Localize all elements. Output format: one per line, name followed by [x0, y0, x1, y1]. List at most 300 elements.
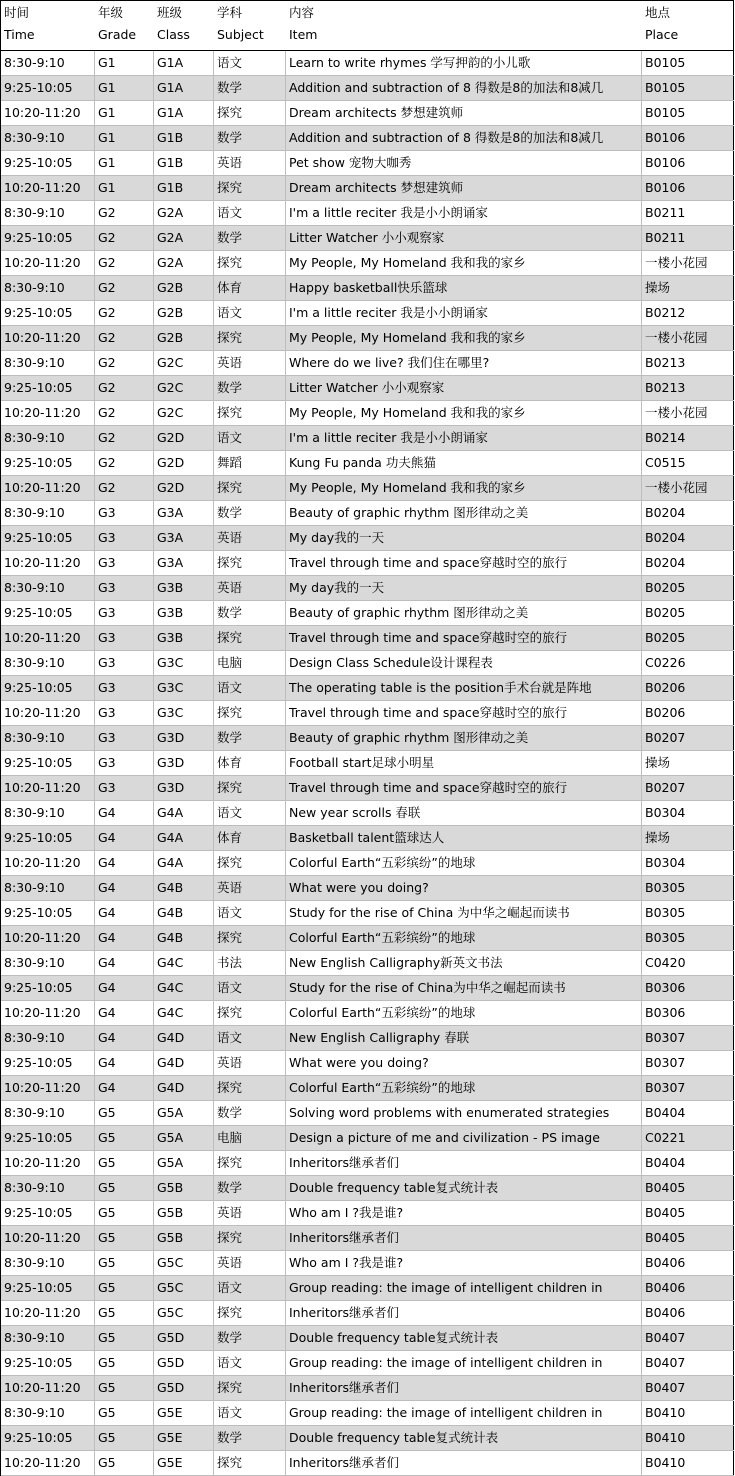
cell-grade: G4	[95, 1076, 154, 1100]
cell-grade: G5	[95, 1101, 154, 1125]
cell-grade: G5	[95, 1376, 154, 1400]
cell-item: Travel through time and space穿越时空的旅行	[286, 551, 642, 575]
cell-grade: G1	[95, 101, 154, 125]
cell-time: 8:30-9:10	[1, 576, 95, 600]
cell-grade: G5	[95, 1126, 154, 1150]
cell-place: B0204	[642, 501, 734, 525]
cell-item: Colorful Earth“五彩缤纷”的地球	[286, 926, 642, 950]
cell-item: Inheritors继承者们	[286, 1376, 642, 1400]
cell-grade: G5	[95, 1176, 154, 1200]
cell-item: Beauty of graphic rhythm 图形律动之美	[286, 501, 642, 525]
cell-grade: G4	[95, 1001, 154, 1025]
cell-place: B0204	[642, 551, 734, 575]
cell-time: 8:30-9:10	[1, 1101, 95, 1125]
cell-time: 9:25-10:05	[1, 751, 95, 775]
header-grade-cn: 年级	[98, 5, 124, 20]
cell-time: 10:20-11:20	[1, 626, 95, 650]
cell-grade: G4	[95, 876, 154, 900]
cell-subject: 电脑	[214, 1126, 286, 1150]
cell-subject: 数学	[214, 226, 286, 250]
cell-time: 10:20-11:20	[1, 1376, 95, 1400]
cell-grade: G1	[95, 176, 154, 200]
cell-class: G3A	[154, 526, 214, 550]
cell-item: Happy basketball快乐篮球	[286, 276, 642, 300]
cell-subject: 数学	[214, 126, 286, 150]
cell-grade: G1	[95, 126, 154, 150]
cell-item: My People, My Homeland 我和我的家乡	[286, 251, 642, 275]
cell-item: I'm a little reciter 我是小小朗诵家	[286, 301, 642, 325]
cell-subject: 探究	[214, 551, 286, 575]
cell-place: B0106	[642, 126, 734, 150]
cell-item: Study for the rise of China 为中华之崛起而读书	[286, 901, 642, 925]
cell-grade: G5	[95, 1226, 154, 1250]
cell-item: Kung Fu panda 功夫熊猫	[286, 451, 642, 475]
cell-grade: G4	[95, 1051, 154, 1075]
cell-grade: G2	[95, 376, 154, 400]
cell-subject: 探究	[214, 176, 286, 200]
cell-place: B0105	[642, 76, 734, 100]
cell-grade: G5	[95, 1301, 154, 1325]
table-row	[1, 1401, 734, 1426]
cell-time: 10:20-11:20	[1, 401, 95, 425]
cell-subject: 探究	[214, 776, 286, 800]
cell-time: 8:30-9:10	[1, 51, 95, 75]
table-row	[1, 976, 734, 1001]
header-time-cn: 时间	[4, 5, 30, 20]
cell-item: The operating table is the position手术台就是阵地	[286, 676, 642, 700]
cell-time: 8:30-9:10	[1, 501, 95, 525]
table-row	[1, 276, 734, 301]
cell-time: 9:25-10:05	[1, 451, 95, 475]
table-row	[1, 1351, 734, 1376]
cell-place: B0207	[642, 726, 734, 750]
cell-grade: G2	[95, 451, 154, 475]
cell-place: B0307	[642, 1076, 734, 1100]
table-row	[1, 576, 734, 601]
cell-grade: G3	[95, 651, 154, 675]
cell-place: B0406	[642, 1301, 734, 1325]
cell-item: I'm a little reciter 我是小小朗诵家	[286, 201, 642, 225]
cell-place: C0515	[642, 451, 734, 475]
cell-class: G2A	[154, 201, 214, 225]
cell-item: Addition and subtraction of 8 得数是8的加法和8减几	[286, 126, 642, 150]
cell-subject: 探究	[214, 1001, 286, 1025]
cell-place: B0105	[642, 101, 734, 125]
header-place-en: Place	[645, 27, 679, 42]
cell-class: G5C	[154, 1301, 214, 1325]
cell-place: B0410	[642, 1451, 734, 1475]
cell-grade: G2	[95, 301, 154, 325]
cell-time: 10:20-11:20	[1, 101, 95, 125]
table-row	[1, 1201, 734, 1226]
cell-subject: 探究	[214, 1451, 286, 1475]
cell-time: 9:25-10:05	[1, 676, 95, 700]
cell-grade: G3	[95, 551, 154, 575]
cell-item: What were you doing?	[286, 876, 642, 900]
cell-item: Double frequency table复式统计表	[286, 1426, 642, 1450]
cell-subject: 语文	[214, 901, 286, 925]
cell-subject: 语文	[214, 1026, 286, 1050]
cell-class: G5A	[154, 1151, 214, 1175]
cell-time: 8:30-9:10	[1, 426, 95, 450]
cell-subject: 探究	[214, 1226, 286, 1250]
cell-place: B0410	[642, 1401, 734, 1425]
table-row	[1, 426, 734, 451]
table-header-row	[1, 1, 734, 51]
cell-item: Group reading: the image of intelligent children in	[286, 1351, 642, 1375]
cell-time: 8:30-9:10	[1, 726, 95, 750]
cell-class: G3A	[154, 501, 214, 525]
cell-subject: 英语	[214, 351, 286, 375]
cell-time: 10:20-11:20	[1, 1076, 95, 1100]
cell-time: 9:25-10:05	[1, 901, 95, 925]
table-row	[1, 726, 734, 751]
cell-item: Learn to write rhymes 学写押韵的小儿歌	[286, 51, 642, 75]
cell-place: B0204	[642, 526, 734, 550]
cell-subject: 探究	[214, 326, 286, 350]
cell-class: G3C	[154, 676, 214, 700]
cell-time: 9:25-10:05	[1, 1276, 95, 1300]
cell-item: Litter Watcher 小小观察家	[286, 226, 642, 250]
table-row	[1, 1251, 734, 1276]
cell-place: B0106	[642, 176, 734, 200]
cell-class: G3A	[154, 551, 214, 575]
cell-place: 一楼小花园	[642, 476, 734, 500]
cell-place: B0205	[642, 601, 734, 625]
table-row	[1, 101, 734, 126]
table-row	[1, 1026, 734, 1051]
cell-time: 10:20-11:20	[1, 551, 95, 575]
cell-place: B0206	[642, 701, 734, 725]
cell-subject: 语文	[214, 1401, 286, 1425]
cell-place: B0211	[642, 226, 734, 250]
cell-subject: 探究	[214, 851, 286, 875]
table-row	[1, 826, 734, 851]
cell-item: I'm a little reciter 我是小小朗诵家	[286, 426, 642, 450]
cell-time: 9:25-10:05	[1, 1201, 95, 1225]
cell-item: Group reading: the image of intelligent children in	[286, 1276, 642, 1300]
cell-time: 10:20-11:20	[1, 1226, 95, 1250]
table-row	[1, 401, 734, 426]
table-row	[1, 901, 734, 926]
cell-place: 一楼小花园	[642, 251, 734, 275]
table-row	[1, 776, 734, 801]
cell-time: 8:30-9:10	[1, 651, 95, 675]
cell-class: G4B	[154, 901, 214, 925]
cell-item: Colorful Earth“五彩缤纷”的地球	[286, 1076, 642, 1100]
cell-place: B0211	[642, 201, 734, 225]
cell-class: G4C	[154, 976, 214, 1000]
cell-item: My People, My Homeland 我和我的家乡	[286, 401, 642, 425]
cell-grade: G4	[95, 826, 154, 850]
cell-place: C0221	[642, 1126, 734, 1150]
cell-class: G4B	[154, 926, 214, 950]
cell-place: B0213	[642, 351, 734, 375]
table-row	[1, 1426, 734, 1451]
cell-place: 操场	[642, 826, 734, 850]
cell-class: G5D	[154, 1326, 214, 1350]
cell-place: B0410	[642, 1426, 734, 1450]
cell-grade: G3	[95, 751, 154, 775]
cell-place: B0306	[642, 1001, 734, 1025]
cell-subject: 英语	[214, 1201, 286, 1225]
header-time-en: Time	[4, 27, 35, 42]
cell-item: Group reading: the image of intelligent children in	[286, 1401, 642, 1425]
table-row	[1, 1101, 734, 1126]
table-row	[1, 501, 734, 526]
table-row	[1, 701, 734, 726]
cell-time: 10:20-11:20	[1, 701, 95, 725]
table-row	[1, 126, 734, 151]
cell-subject: 数学	[214, 1101, 286, 1125]
header-subject	[214, 1, 286, 50]
cell-class: G5D	[154, 1351, 214, 1375]
cell-subject: 数学	[214, 376, 286, 400]
cell-time: 10:20-11:20	[1, 926, 95, 950]
table-row	[1, 1226, 734, 1251]
header-item-cn: 内容	[289, 5, 315, 20]
cell-subject: 探究	[214, 1151, 286, 1175]
cell-time: 9:25-10:05	[1, 826, 95, 850]
cell-subject: 探究	[214, 1076, 286, 1100]
table-row	[1, 476, 734, 501]
cell-place: B0206	[642, 676, 734, 700]
cell-item: Beauty of graphic rhythm 图形律动之美	[286, 726, 642, 750]
cell-class: G2C	[154, 351, 214, 375]
cell-subject: 英语	[214, 1251, 286, 1275]
cell-item: Basketball talent篮球达人	[286, 826, 642, 850]
cell-time: 9:25-10:05	[1, 976, 95, 1000]
table-row	[1, 326, 734, 351]
table-row	[1, 176, 734, 201]
cell-class: G5C	[154, 1251, 214, 1275]
header-class	[154, 1, 214, 50]
cell-subject: 语文	[214, 976, 286, 1000]
cell-grade: G5	[95, 1276, 154, 1300]
cell-place: B0404	[642, 1101, 734, 1125]
header-class-en: Class	[157, 27, 190, 42]
cell-place: B0205	[642, 576, 734, 600]
cell-class: G4C	[154, 1001, 214, 1025]
cell-subject: 数学	[214, 501, 286, 525]
cell-class: G4C	[154, 951, 214, 975]
header-class-cn: 班级	[157, 5, 183, 20]
cell-place: 操场	[642, 751, 734, 775]
cell-item: Design Class Schedule设计课程表	[286, 651, 642, 675]
cell-subject: 数学	[214, 1326, 286, 1350]
cell-time: 9:25-10:05	[1, 1126, 95, 1150]
cell-subject: 探究	[214, 926, 286, 950]
cell-subject: 探究	[214, 701, 286, 725]
cell-time: 8:30-9:10	[1, 126, 95, 150]
cell-class: G5E	[154, 1426, 214, 1450]
header-grade	[95, 1, 154, 50]
cell-item: Dream architects 梦想建筑师	[286, 101, 642, 125]
cell-subject: 探究	[214, 626, 286, 650]
cell-class: G2A	[154, 251, 214, 275]
table-row	[1, 601, 734, 626]
table-row	[1, 926, 734, 951]
cell-subject: 探究	[214, 476, 286, 500]
cell-subject: 语文	[214, 426, 286, 450]
cell-item: Solving word problems with enumerated strategies	[286, 1101, 642, 1125]
table-row	[1, 676, 734, 701]
cell-class: G3D	[154, 751, 214, 775]
cell-grade: G2	[95, 276, 154, 300]
cell-grade: G3	[95, 576, 154, 600]
cell-item: Inheritors继承者们	[286, 1451, 642, 1475]
cell-class: G1A	[154, 51, 214, 75]
table-row	[1, 1376, 734, 1401]
cell-time: 8:30-9:10	[1, 201, 95, 225]
cell-subject: 探究	[214, 401, 286, 425]
cell-grade: G2	[95, 351, 154, 375]
cell-subject: 体育	[214, 826, 286, 850]
table-row	[1, 1051, 734, 1076]
cell-class: G2B	[154, 326, 214, 350]
cell-class: G2B	[154, 301, 214, 325]
cell-subject: 探究	[214, 1376, 286, 1400]
cell-subject: 语文	[214, 1276, 286, 1300]
cell-grade: G4	[95, 976, 154, 1000]
cell-subject: 英语	[214, 151, 286, 175]
cell-time: 10:20-11:20	[1, 1151, 95, 1175]
cell-item: Inheritors继承者们	[286, 1301, 642, 1325]
cell-class: G5C	[154, 1276, 214, 1300]
cell-grade: G2	[95, 401, 154, 425]
cell-class: G1B	[154, 151, 214, 175]
cell-time: 9:25-10:05	[1, 1426, 95, 1450]
cell-place: B0106	[642, 151, 734, 175]
cell-item: Who am I ?我是谁?	[286, 1201, 642, 1225]
cell-place: B0305	[642, 926, 734, 950]
cell-grade: G2	[95, 251, 154, 275]
cell-subject: 舞蹈	[214, 451, 286, 475]
cell-subject: 英语	[214, 876, 286, 900]
cell-place: B0307	[642, 1051, 734, 1075]
cell-time: 9:25-10:05	[1, 526, 95, 550]
cell-item: Study for the rise of China为中华之崛起而读书	[286, 976, 642, 1000]
cell-subject: 数学	[214, 1426, 286, 1450]
table-row	[1, 51, 734, 76]
table-row	[1, 951, 734, 976]
cell-grade: G5	[95, 1251, 154, 1275]
cell-time: 9:25-10:05	[1, 376, 95, 400]
cell-item: My People, My Homeland 我和我的家乡	[286, 476, 642, 500]
cell-item: Litter Watcher 小小观察家	[286, 376, 642, 400]
cell-place: B0305	[642, 876, 734, 900]
cell-place: C0420	[642, 951, 734, 975]
cell-grade: G5	[95, 1351, 154, 1375]
cell-class: G5B	[154, 1226, 214, 1250]
cell-place: B0406	[642, 1276, 734, 1300]
cell-class: G3B	[154, 601, 214, 625]
cell-item: My day我的一天	[286, 526, 642, 550]
cell-grade: G3	[95, 501, 154, 525]
cell-place: B0406	[642, 1251, 734, 1275]
cell-subject: 英语	[214, 1051, 286, 1075]
cell-item: Colorful Earth“五彩缤纷”的地球	[286, 1001, 642, 1025]
cell-time: 10:20-11:20	[1, 776, 95, 800]
cell-class: G3B	[154, 576, 214, 600]
cell-item: Football start足球小明星	[286, 751, 642, 775]
cell-time: 8:30-9:10	[1, 876, 95, 900]
cell-place: B0212	[642, 301, 734, 325]
cell-subject: 电脑	[214, 651, 286, 675]
cell-time: 8:30-9:10	[1, 951, 95, 975]
table-row	[1, 351, 734, 376]
cell-item: Pet show 宠物大咖秀	[286, 151, 642, 175]
cell-grade: G2	[95, 476, 154, 500]
cell-grade: G2	[95, 426, 154, 450]
cell-subject: 数学	[214, 726, 286, 750]
cell-grade: G1	[95, 76, 154, 100]
cell-place: B0407	[642, 1351, 734, 1375]
cell-time: 9:25-10:05	[1, 76, 95, 100]
table-row	[1, 226, 734, 251]
table-row	[1, 751, 734, 776]
cell-grade: G3	[95, 601, 154, 625]
header-place	[642, 1, 734, 50]
cell-place: B0405	[642, 1226, 734, 1250]
cell-class: G5B	[154, 1201, 214, 1225]
cell-item: Travel through time and space穿越时空的旅行	[286, 701, 642, 725]
table-row	[1, 1176, 734, 1201]
cell-subject: 英语	[214, 526, 286, 550]
header-place-cn: 地点	[645, 5, 671, 20]
cell-place: B0304	[642, 801, 734, 825]
cell-subject: 体育	[214, 276, 286, 300]
cell-class: G3C	[154, 651, 214, 675]
cell-time: 10:20-11:20	[1, 851, 95, 875]
cell-time: 10:20-11:20	[1, 1451, 95, 1475]
cell-class: G5A	[154, 1101, 214, 1125]
cell-place: B0404	[642, 1151, 734, 1175]
cell-grade: G5	[95, 1326, 154, 1350]
header-subject-cn: 学科	[217, 5, 243, 20]
header-subject-en: Subject	[217, 27, 264, 42]
cell-time: 9:25-10:05	[1, 151, 95, 175]
table-row	[1, 1001, 734, 1026]
cell-place: 一楼小花园	[642, 401, 734, 425]
cell-subject: 数学	[214, 601, 286, 625]
cell-subject: 探究	[214, 101, 286, 125]
cell-subject: 语文	[214, 801, 286, 825]
cell-subject: 数学	[214, 1176, 286, 1200]
cell-subject: 语文	[214, 1351, 286, 1375]
table-row	[1, 1451, 734, 1476]
cell-class: G2D	[154, 426, 214, 450]
cell-class: G4A	[154, 851, 214, 875]
cell-place: C0226	[642, 651, 734, 675]
cell-item: Beauty of graphic rhythm 图形律动之美	[286, 601, 642, 625]
cell-class: G4D	[154, 1026, 214, 1050]
cell-class: G3C	[154, 701, 214, 725]
cell-subject: 探究	[214, 1301, 286, 1325]
cell-item: Where do we live? 我们住在哪里?	[286, 351, 642, 375]
cell-item: New year scrolls 春联	[286, 801, 642, 825]
table-row	[1, 651, 734, 676]
table-row	[1, 851, 734, 876]
cell-place: B0213	[642, 376, 734, 400]
cell-time: 10:20-11:20	[1, 326, 95, 350]
cell-class: G1A	[154, 76, 214, 100]
cell-item: Travel through time and space穿越时空的旅行	[286, 626, 642, 650]
cell-class: G4A	[154, 826, 214, 850]
cell-grade: G2	[95, 226, 154, 250]
table-row	[1, 1276, 734, 1301]
cell-time: 10:20-11:20	[1, 1001, 95, 1025]
